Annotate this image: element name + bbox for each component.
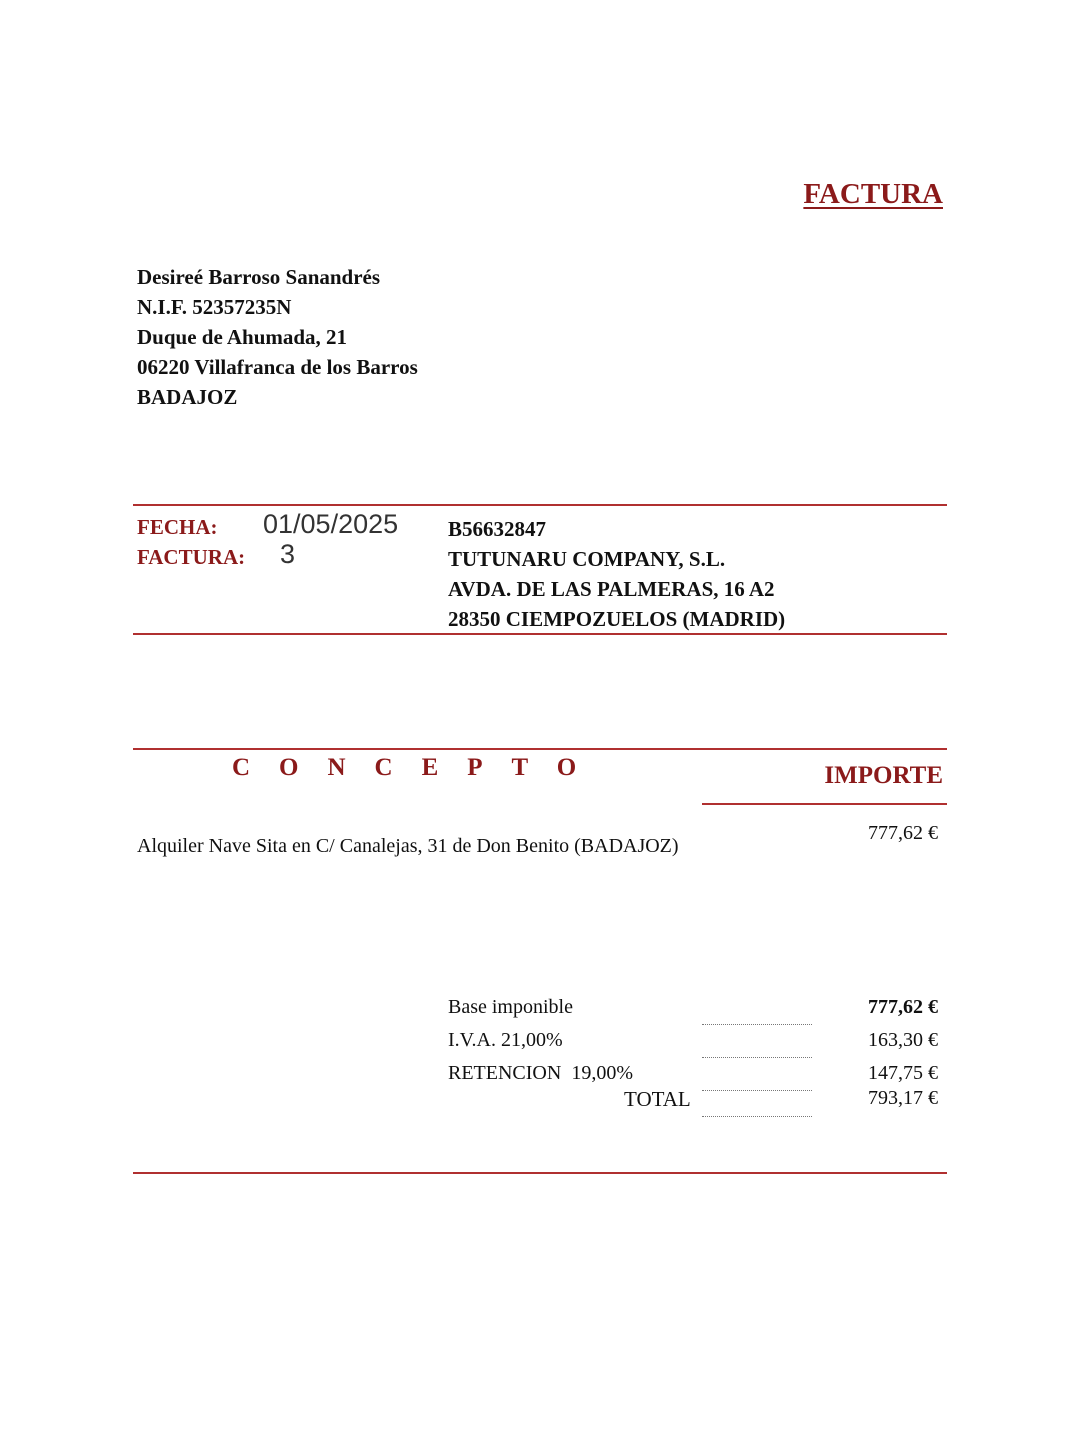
issuer-name: Desireé Barroso Sanandrés (137, 265, 381, 289)
date-label: FECHA: (137, 515, 218, 539)
iva-label: I.V.A. 21,00% (448, 1029, 563, 1051)
concept-header: CONCEPTO (232, 754, 606, 781)
base-leader-dots (702, 1024, 812, 1025)
footer-divider (133, 1172, 947, 1174)
invoice-number-label: FACTURA: (137, 545, 246, 569)
retencion-leader-dots (702, 1090, 812, 1091)
iva-value: 163,30 € (868, 1029, 938, 1051)
invoice-number-value: 3 (280, 539, 296, 569)
recipient-block (448, 514, 785, 634)
iva-leader-dots (702, 1057, 812, 1058)
retencion-value: 147,75 € (868, 1062, 938, 1084)
total-value: 793,17 € (868, 1087, 938, 1109)
recipient-city: 28350 CIEMPOZUELOS (MADRID) (448, 607, 786, 631)
recipient-street: AVDA. DE LAS PALMERAS, 16 A2 (448, 577, 775, 601)
invoice-title: FACTURA (803, 178, 943, 210)
date-value: 01/05/2025 (263, 509, 399, 539)
issuer-city: 06220 Villafranca de los Barros (137, 355, 418, 379)
recipient-cif: B56632847 (448, 517, 547, 541)
retencion-label: RETENCION 19,00% (448, 1062, 633, 1084)
amount-header-divider (702, 803, 947, 805)
total-label: TOTAL (624, 1087, 691, 1111)
meta-top-divider (133, 504, 947, 506)
issuer-province: BADAJOZ (137, 385, 238, 409)
base-value: 777,62 € (868, 996, 938, 1018)
issuer-block (137, 262, 418, 412)
concept-amount: 777,62 € (868, 822, 938, 844)
concept-description: Alquiler Nave Sita en C/ Canalejas, 31 de Don Benito (BADAJOZ) (137, 835, 679, 857)
amount-header: IMPORTE (824, 762, 943, 789)
recipient-name: TUTUNARU COMPANY, S.L. (448, 547, 726, 571)
concept-top-divider (133, 748, 947, 750)
total-leader-dots (702, 1116, 812, 1117)
issuer-street: Duque de Ahumada, 21 (137, 325, 348, 349)
base-label: Base imponible (448, 996, 573, 1018)
issuer-nif: N.I.F. 52357235N (137, 295, 292, 319)
